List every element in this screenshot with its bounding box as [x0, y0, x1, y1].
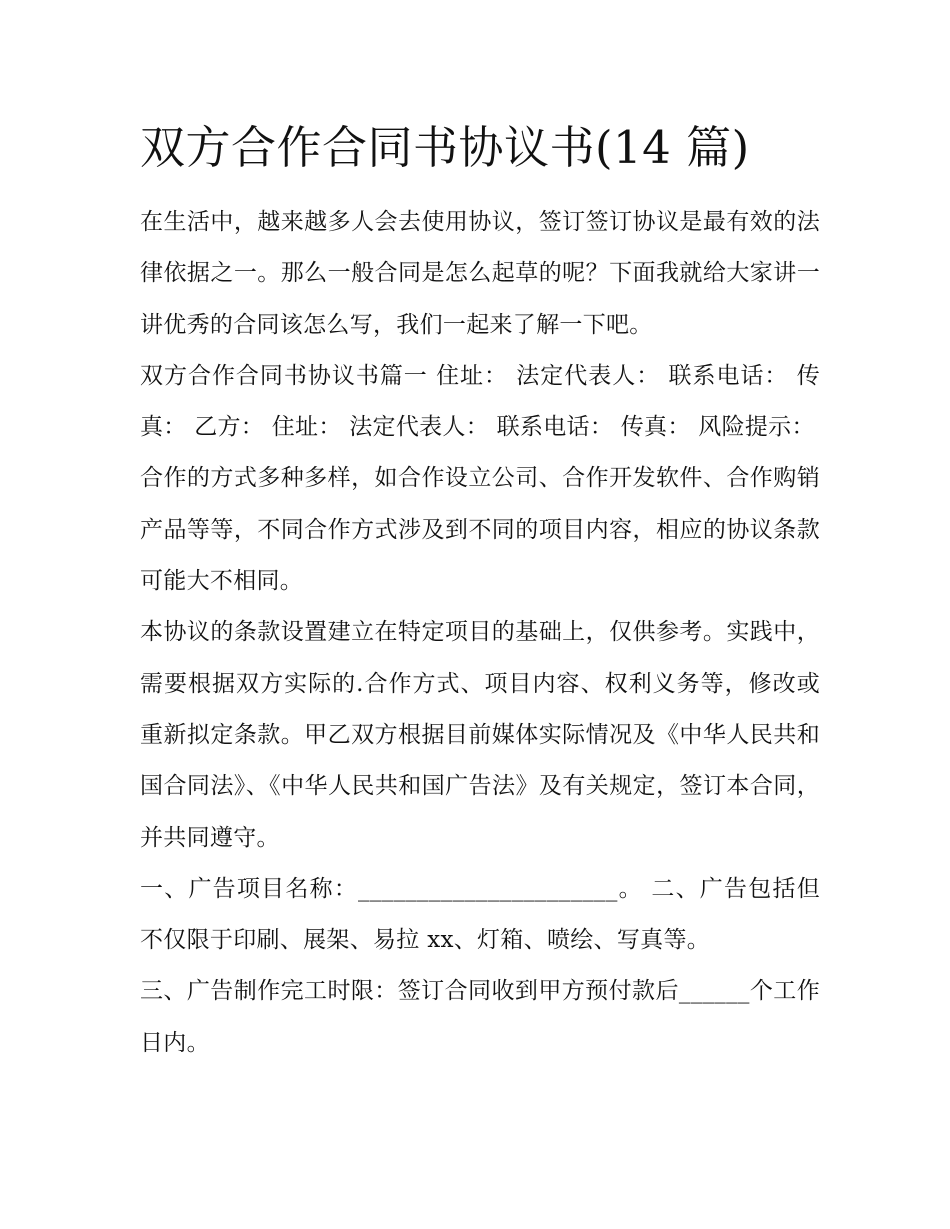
- paragraph-intro: 在生活中，越来越多人会去使用协议，签订签订协议是最有效的法律依据之一。那么一般合同是怎么起草的呢？下面我就给大家讲一讲优秀的合同该怎么写，我们一起来了解一下吧。: [140, 209, 820, 338]
- document-body: [140, 197, 820, 1069]
- document-title: 双方合作合同书协议书(14 篇): [140, 121, 750, 174]
- paragraph-parties: 双方合作合同书协议书篇一 住址： 法定代表人： 联系电话： 传真： 乙方： 住址： 法定代表人： 联系电话： 传真： 风险提示：: [140, 362, 820, 441]
- document-content: [140, 112, 820, 1069]
- paragraph-clause-1-2: 一、广告项目名称：______________________。 二、广告包括但不仅限于印刷、展架、易拉 xx、灯箱、喷绘、写真等。: [140, 875, 820, 954]
- paragraph-clause-3: 三、广告制作完工时限：签订合同收到甲方预付款后______个工作日内。: [140, 978, 820, 1056]
- paragraph-cooperation-modes: 合作的方式多种多样，如合作设立公司、合作开发软件、合作购销产品等等，不同合作方式涉及到不同的项目内容，相应的协议条款可能大不相同。: [140, 465, 820, 595]
- paragraph-terms-note: 本协议的条款设置建立在特定项目的基础上，仅供参考。实践中，需要根据双方实际的.合作方式、项目内容、权利义务等，修改或重新拟定条款。甲乙双方根据目前媒体实际情况及《中华人民共和国合同法》、《中华人民共和国广告法》及有关规定，签订本合同，并共同遵守。: [140, 619, 820, 851]
